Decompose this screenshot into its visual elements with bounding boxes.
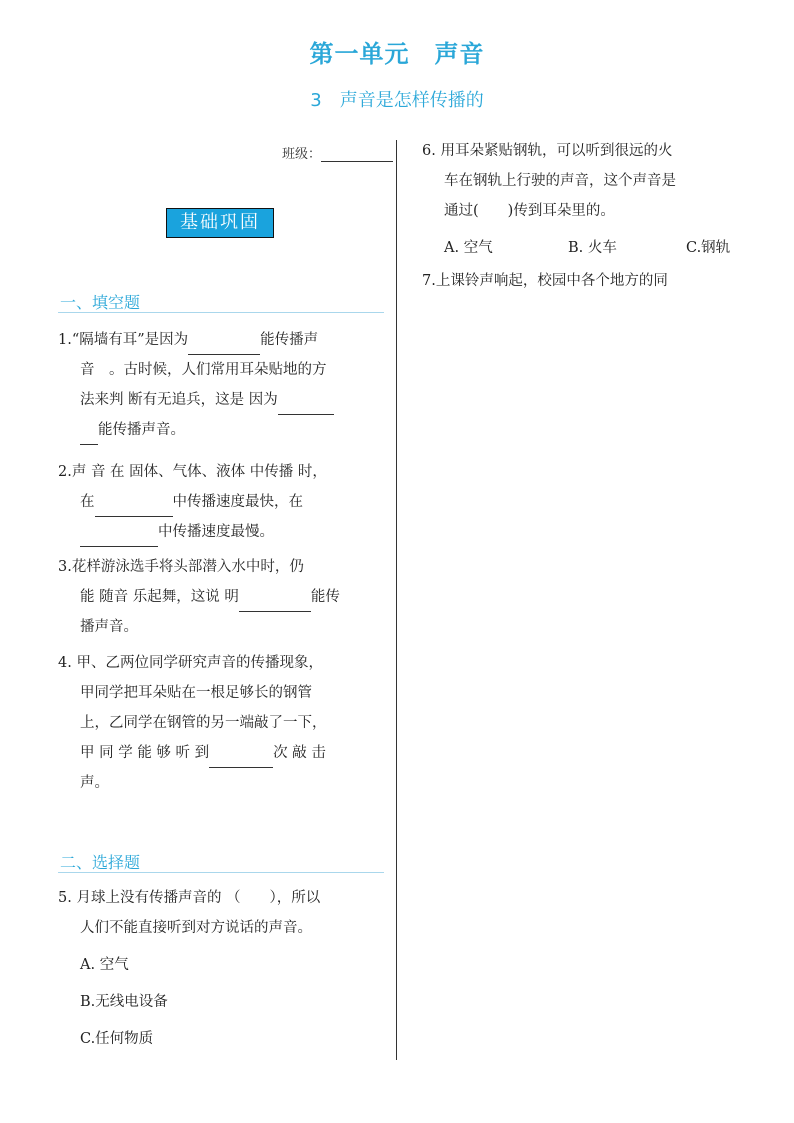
q6-option-c[interactable]: C.钢轨 bbox=[686, 240, 731, 256]
lesson-title: 3 声音是怎样传播的 bbox=[310, 90, 484, 111]
column-divider bbox=[396, 140, 397, 1060]
question-2: 2.声 音 在 固体、气体、液体 中传播 时， 在 中传播速度最快，在 中传播速度最慢。 bbox=[58, 457, 388, 547]
question-1: 1.“隔墙有耳”是因为 能传播声 音 。古时候，人们常用耳朵贴地的方 法来判 断有无追兵，这是 因为 能传播声音。 bbox=[58, 325, 388, 445]
q5-option-a[interactable]: A. 空气 bbox=[80, 957, 129, 973]
class-label: 班级： bbox=[282, 147, 322, 162]
basic-consolidation-badge: 基础巩固 bbox=[166, 208, 274, 238]
q3-blank[interactable] bbox=[239, 597, 311, 612]
section-fill-in-heading: 一、填空题 bbox=[60, 293, 141, 312]
question-5: 5. 月球上没有传播声音的 （ ），所以 人们不能直接听到对方说话的声音。 bbox=[58, 890, 321, 936]
unit-title: 第一单元 声音 bbox=[309, 40, 485, 68]
class-blank[interactable] bbox=[321, 147, 393, 162]
q6-option-a[interactable]: A. 空气 bbox=[444, 240, 493, 256]
section-choice-underline bbox=[58, 872, 384, 873]
question-6: 6. 用耳朵紧贴钢轨，可以听到很远的火 车在钢轨上行驶的声音，这个声音是 通过( )传到耳朵里的。 bbox=[422, 143, 676, 219]
question-3: 3.花样游泳选手将头部潜入水中时，仍 能 随音 乐起舞，这说 明 能传 播声音。 bbox=[58, 559, 340, 635]
q1-blank-2b[interactable] bbox=[80, 430, 98, 445]
q5-option-c[interactable]: C.任何物质 bbox=[80, 1031, 154, 1047]
q2-blank-1[interactable] bbox=[95, 502, 173, 517]
q1-blank-2a[interactable] bbox=[278, 400, 334, 415]
question-7: 7.上课铃声响起，校园中各个地方的同 bbox=[422, 273, 668, 289]
q1-blank-1[interactable] bbox=[188, 340, 260, 355]
q2-blank-2[interactable] bbox=[80, 532, 158, 547]
q6-option-b[interactable]: B. 火车 bbox=[568, 240, 617, 256]
question-4: 4. 甲、乙两位同学研究声音的传播现象， 甲同学把耳朵贴在一根足够长的钢管 上，乙同学在钢管的另一端敲了一下， 甲 同 学 能 够 听 到 次 敲 击 声。 bbox=[58, 655, 327, 791]
q5-option-b[interactable]: B.无线电设备 bbox=[80, 994, 168, 1010]
q4-blank[interactable] bbox=[209, 753, 273, 768]
section-choice-heading: 二、选择题 bbox=[60, 853, 141, 872]
class-field bbox=[282, 143, 393, 162]
section-fill-in-underline bbox=[58, 312, 384, 313]
